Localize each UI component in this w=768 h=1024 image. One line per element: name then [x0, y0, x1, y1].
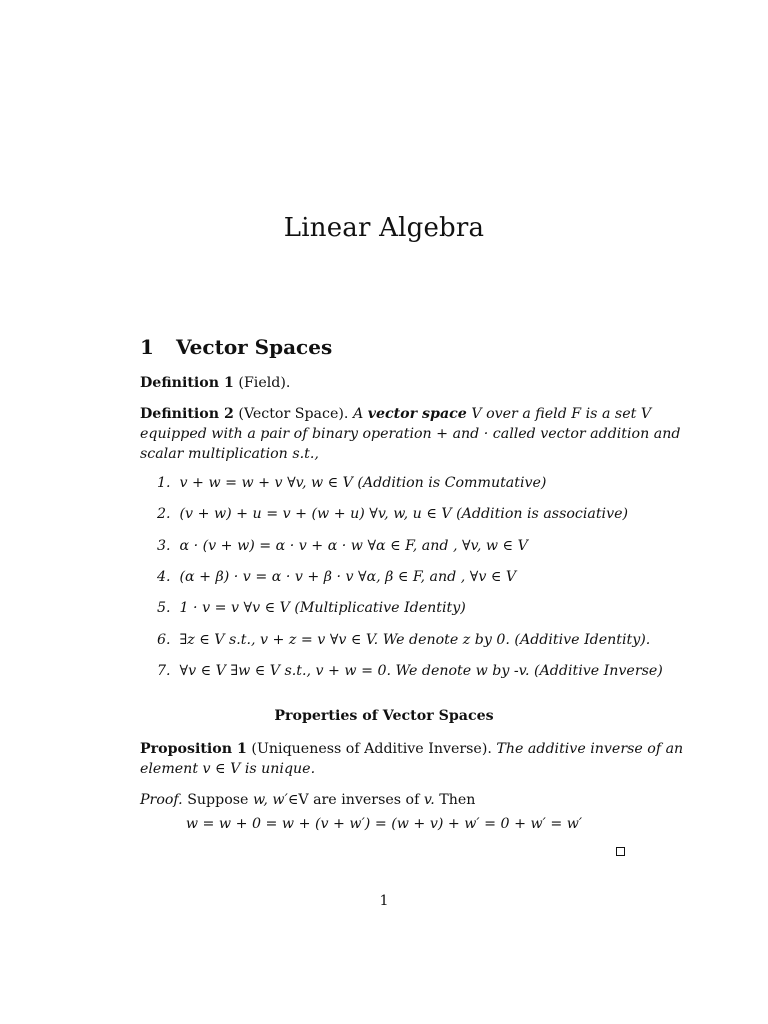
axiom-number: 6.	[157, 632, 171, 648]
axiom-number: 3.	[157, 538, 171, 554]
proof-equation: w = w + 0 = w + (v + w′) = (w + v) + w′ = 0 + w′ = w′	[185, 816, 583, 832]
subsection-heading: Properties of Vector Spaces	[274, 708, 494, 724]
axiom-number: 1.	[157, 475, 171, 491]
proposition-1-name: (Uniqueness of Additive Inverse).	[251, 741, 492, 757]
definition-2-term: vector space	[367, 406, 467, 422]
qed-square-icon	[616, 847, 625, 856]
definition-2-line-2: equipped with a pair of binary operation + and · called vector addition and	[140, 426, 681, 442]
proof-line	[140, 790, 630, 810]
proposition-1	[140, 739, 684, 779]
proof-text-a: Suppose	[187, 792, 249, 808]
proof-math-w: w, w′	[252, 792, 288, 808]
proof-text-b: ∈V are inverses of	[287, 792, 420, 808]
axiom-item	[157, 632, 651, 648]
axiom-item	[157, 663, 663, 679]
section-heading	[140, 335, 332, 359]
axiom-text: v + w = w + v ∀v, w ∈ V (Addition is Commutative)	[179, 475, 547, 491]
section-number: 1	[140, 335, 154, 359]
definition-1	[140, 373, 630, 393]
proposition-1-line-2: element v ∈ V is unique.	[140, 761, 316, 777]
proof-math-v: v.	[423, 792, 435, 808]
document-title: Linear Algebra	[283, 213, 485, 243]
axiom-text: ∀v ∈ V ∃w ∈ V s.t., v + w = 0. We denote w by -v. (Additive Inverse)	[179, 663, 663, 679]
axiom-number: 7.	[157, 663, 171, 679]
axiom-text: (α + β) · v = α · v + β · v ∀α, β ∈ F, and , ∀v ∈ V	[179, 569, 517, 585]
definition-2-line-3: scalar multiplication s.t.,	[140, 446, 319, 462]
definition-2-line-1-rest: V over a field F is a set V	[471, 406, 652, 422]
section-title: Vector Spaces	[176, 335, 333, 359]
axiom-text: ∃z ∈ V s.t., v + z = v ∀v ∈ V. We denote z by 0. (Additive Identity).	[179, 632, 651, 648]
definition-1-label: Definition 1	[140, 375, 234, 391]
proposition-1-label: Proposition 1	[140, 741, 247, 757]
definition-2-lead: A	[352, 406, 364, 422]
proof-text-c: Then	[439, 792, 476, 808]
proposition-1-line-1-rest: The additive inverse of an	[496, 741, 684, 757]
definition-2	[140, 404, 681, 464]
axiom-number: 4.	[157, 569, 171, 585]
axiom-item	[157, 538, 637, 554]
proposition-1-line-1	[140, 739, 684, 759]
axiom-number: 2.	[157, 506, 171, 522]
page-number: 1	[379, 893, 389, 909]
definition-2-line-1	[140, 404, 652, 424]
axiom-item	[157, 600, 637, 616]
definition-2-name: (Vector Space).	[238, 406, 349, 422]
axiom-text: (v + w) + u = v + (w + u) ∀v, w, u ∈ V (Addition is associative)	[179, 506, 629, 522]
definition-2-label: Definition 2	[140, 406, 234, 422]
axiom-item	[157, 475, 637, 491]
axiom-item	[157, 506, 637, 522]
axiom-item	[157, 569, 637, 585]
definition-1-name: (Field).	[238, 375, 291, 391]
axiom-text: α · (v + w) = α · v + α · w ∀α ∈ F, and , ∀v, w ∈ V	[179, 538, 528, 554]
axiom-number: 5.	[157, 600, 171, 616]
proof-label: Proof.	[140, 792, 183, 808]
axiom-text: 1 · v = v ∀v ∈ V (Multiplicative Identity)	[179, 600, 466, 616]
